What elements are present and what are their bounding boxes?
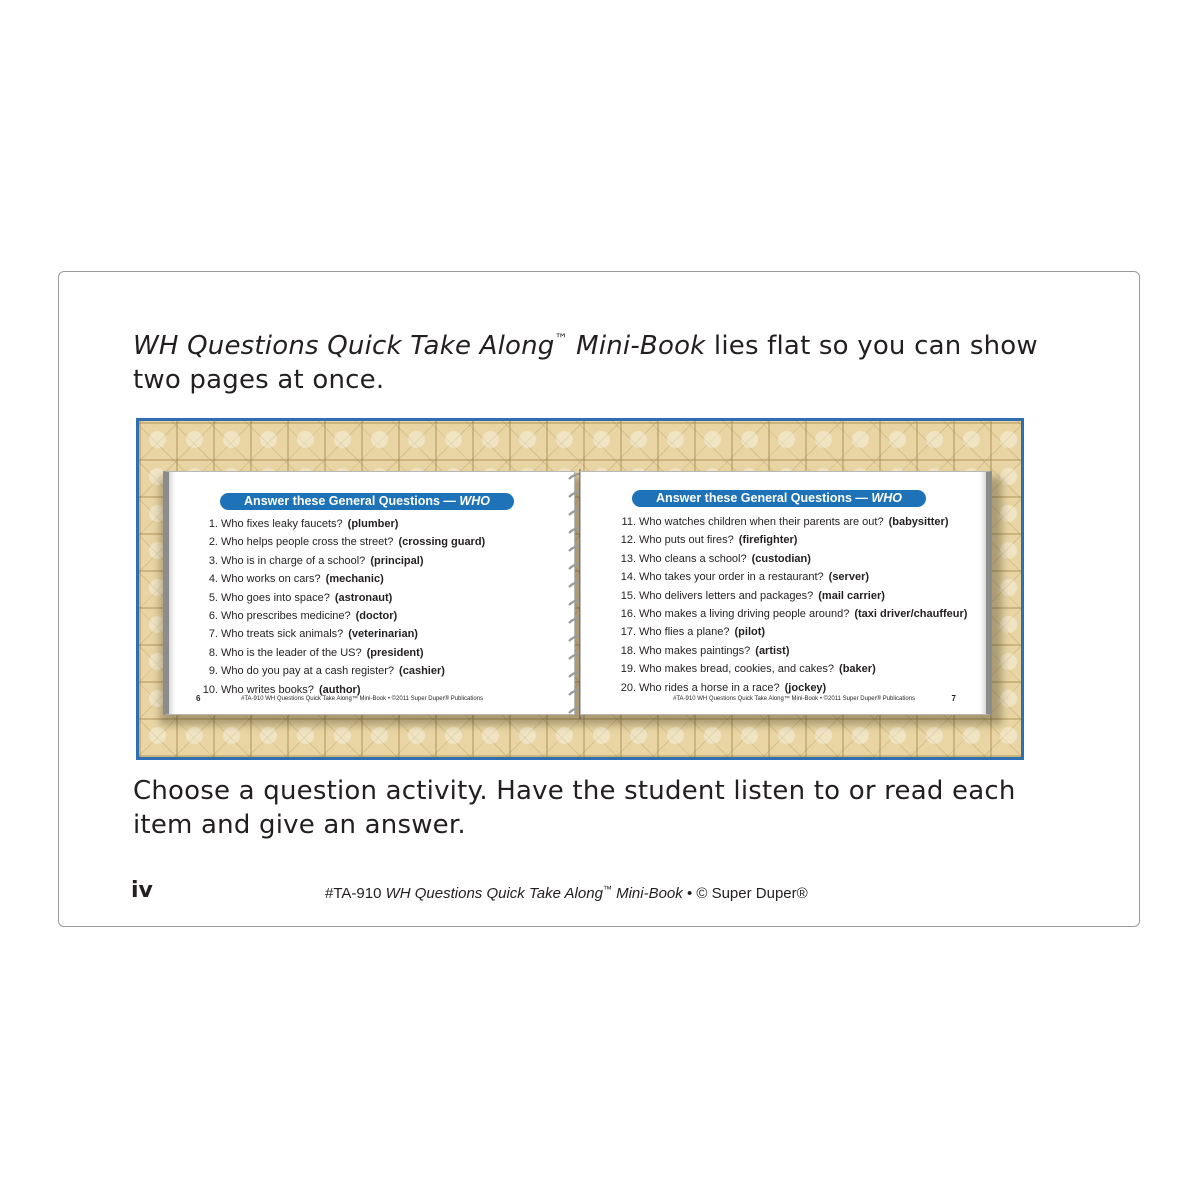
question-text: Who goes into space?: [221, 591, 330, 604]
question-text: Who flies a plane?: [639, 626, 730, 639]
answer-text: (principal): [370, 554, 424, 567]
answer-text: (custodian): [751, 552, 811, 565]
left-question-list: [200, 515, 485, 699]
question-text: Who fixes leaky faucets?: [221, 518, 343, 530]
footer-book-title-suffix: Mini-Book: [611, 885, 683, 902]
intro-text: [133, 323, 1053, 397]
list-item: [200, 662, 485, 680]
question-text: Who makes paintings?: [639, 644, 751, 657]
list-item: [620, 660, 967, 678]
answer-text: (author): [318, 683, 361, 696]
book-title-suffix: Mini-Book: [567, 331, 706, 361]
question-number: 13.: [620, 552, 636, 565]
answer-text: (babysitter): [888, 516, 949, 528]
page-number: iv: [131, 878, 153, 903]
answer-text: (veterinarian): [348, 628, 418, 641]
banner-keyword: WHO: [459, 494, 490, 508]
question-text: Who rides a horse in a race?: [639, 681, 780, 694]
mini-book-illustration: [136, 418, 1024, 760]
list-item: [200, 570, 485, 588]
question-text: Who writes books?: [221, 683, 314, 696]
question-number: 12.: [620, 534, 636, 547]
list-item: [620, 679, 967, 697]
question-number: 1.: [208, 518, 218, 530]
question-text: Who works on cars?: [221, 573, 321, 586]
answer-text: (mechanic): [325, 573, 384, 586]
right-question-list: [620, 513, 967, 697]
list-item: [200, 533, 485, 551]
question-number: 18.: [620, 644, 636, 657]
list-item: [620, 550, 967, 568]
banner-prefix: Answer these General Questions —: [244, 494, 460, 508]
list-item: [200, 552, 485, 570]
question-text: Who puts out fires?: [639, 534, 734, 547]
question-text: Who cleans a school?: [639, 552, 747, 565]
footer-trademark: ™: [602, 884, 612, 894]
question-number: 10.: [202, 683, 218, 696]
right-page-number: 7: [951, 694, 956, 703]
banner-prefix: Answer these General Questions —: [656, 491, 872, 505]
answer-text: (server): [828, 571, 870, 584]
question-text: Who is the leader of the US?: [221, 646, 362, 659]
answer-text: (baker): [839, 663, 876, 676]
left-page-footer: #TA-910 WH Questions Quick Take Along™ Mini-Book • ©2011 Super Duper® Publications: [241, 696, 484, 702]
answer-text: (doctor): [355, 609, 398, 622]
question-number: 16.: [620, 607, 636, 620]
answer-text: (plumber): [347, 518, 399, 530]
list-item: [200, 515, 485, 533]
footer-book-title: WH Questions Quick Take Along: [385, 885, 603, 902]
question-text: Who prescribes medicine?: [221, 609, 351, 622]
answer-text: (pilot): [734, 626, 766, 639]
footer-copyright: • © Super Duper®: [682, 885, 808, 902]
answer-text: (president): [366, 646, 424, 659]
book-title: WH Questions Quick Take Along: [133, 331, 555, 361]
question-text: Who do you pay at a cash register?: [221, 665, 395, 678]
question-text: Who takes your order in a restaurant?: [639, 571, 824, 584]
left-page-banner: [220, 493, 514, 510]
list-item: [620, 605, 967, 623]
question-text: Who makes a living driving people around?: [639, 607, 850, 620]
instruction-text: Choose a question activity. Have the student listen to or read each item and give an answer.: [133, 776, 1016, 840]
question-number: 9.: [208, 665, 218, 678]
question-number: 15.: [620, 589, 636, 602]
right-page-footer: #TA-910 WH Questions Quick Take Along™ Mini-Book • ©2011 Super Duper® Publications: [673, 696, 916, 702]
product-code: #TA-910: [325, 885, 386, 902]
question-number: 20.: [620, 681, 636, 694]
question-text: Who helps people cross the street?: [221, 536, 394, 549]
banner-keyword: WHO: [871, 491, 902, 505]
question-text: Who is in charge of a school?: [221, 554, 366, 567]
question-number: 17.: [620, 626, 636, 639]
list-item: [200, 625, 485, 643]
list-item: [200, 644, 485, 662]
question-number: 6.: [208, 609, 218, 622]
trademark: ™: [554, 332, 568, 347]
question-number: 4.: [208, 573, 218, 586]
question-text: Who treats sick animals?: [221, 628, 344, 641]
question-number: 2.: [208, 536, 218, 549]
answer-text: (mail carrier): [818, 589, 885, 602]
footer-credit: [325, 884, 808, 902]
page-card: [58, 271, 1140, 927]
answer-text: (crossing guard): [398, 536, 486, 549]
question-number: 3.: [208, 554, 218, 567]
list-item: [200, 589, 485, 607]
list-item: [620, 623, 967, 641]
answer-text: (artist): [755, 644, 790, 657]
answer-text: (taxi driver/chauffeur): [854, 607, 968, 620]
question-number: 5.: [208, 591, 218, 604]
list-item: [620, 568, 967, 586]
answer-text: (jockey): [784, 681, 827, 694]
question-number: 7.: [208, 628, 218, 641]
question-number: 8.: [208, 646, 218, 659]
question-text: Who watches children when their parents are out?: [639, 516, 884, 528]
list-item: [620, 587, 967, 605]
answer-text: (firefighter): [738, 534, 798, 547]
left-page: [163, 471, 575, 715]
question-text: Who delivers letters and packages?: [639, 589, 814, 602]
right-page: [580, 471, 992, 715]
list-item: [620, 531, 967, 549]
left-page-number: 6: [196, 694, 201, 703]
right-page-banner: [632, 490, 926, 507]
question-text: Who makes bread, cookies, and cakes?: [639, 663, 835, 676]
list-item: [200, 607, 485, 625]
question-number: 11.: [621, 516, 636, 528]
list-item: [620, 513, 967, 531]
question-number: 19.: [620, 663, 636, 676]
question-number: 14.: [620, 571, 636, 584]
answer-text: (astronaut): [334, 591, 393, 604]
page-footer: [59, 878, 1139, 908]
intro-rest: lies flat so you can show two pages at once.: [133, 331, 1038, 395]
list-item: [620, 642, 967, 660]
answer-text: (cashier): [399, 665, 445, 678]
